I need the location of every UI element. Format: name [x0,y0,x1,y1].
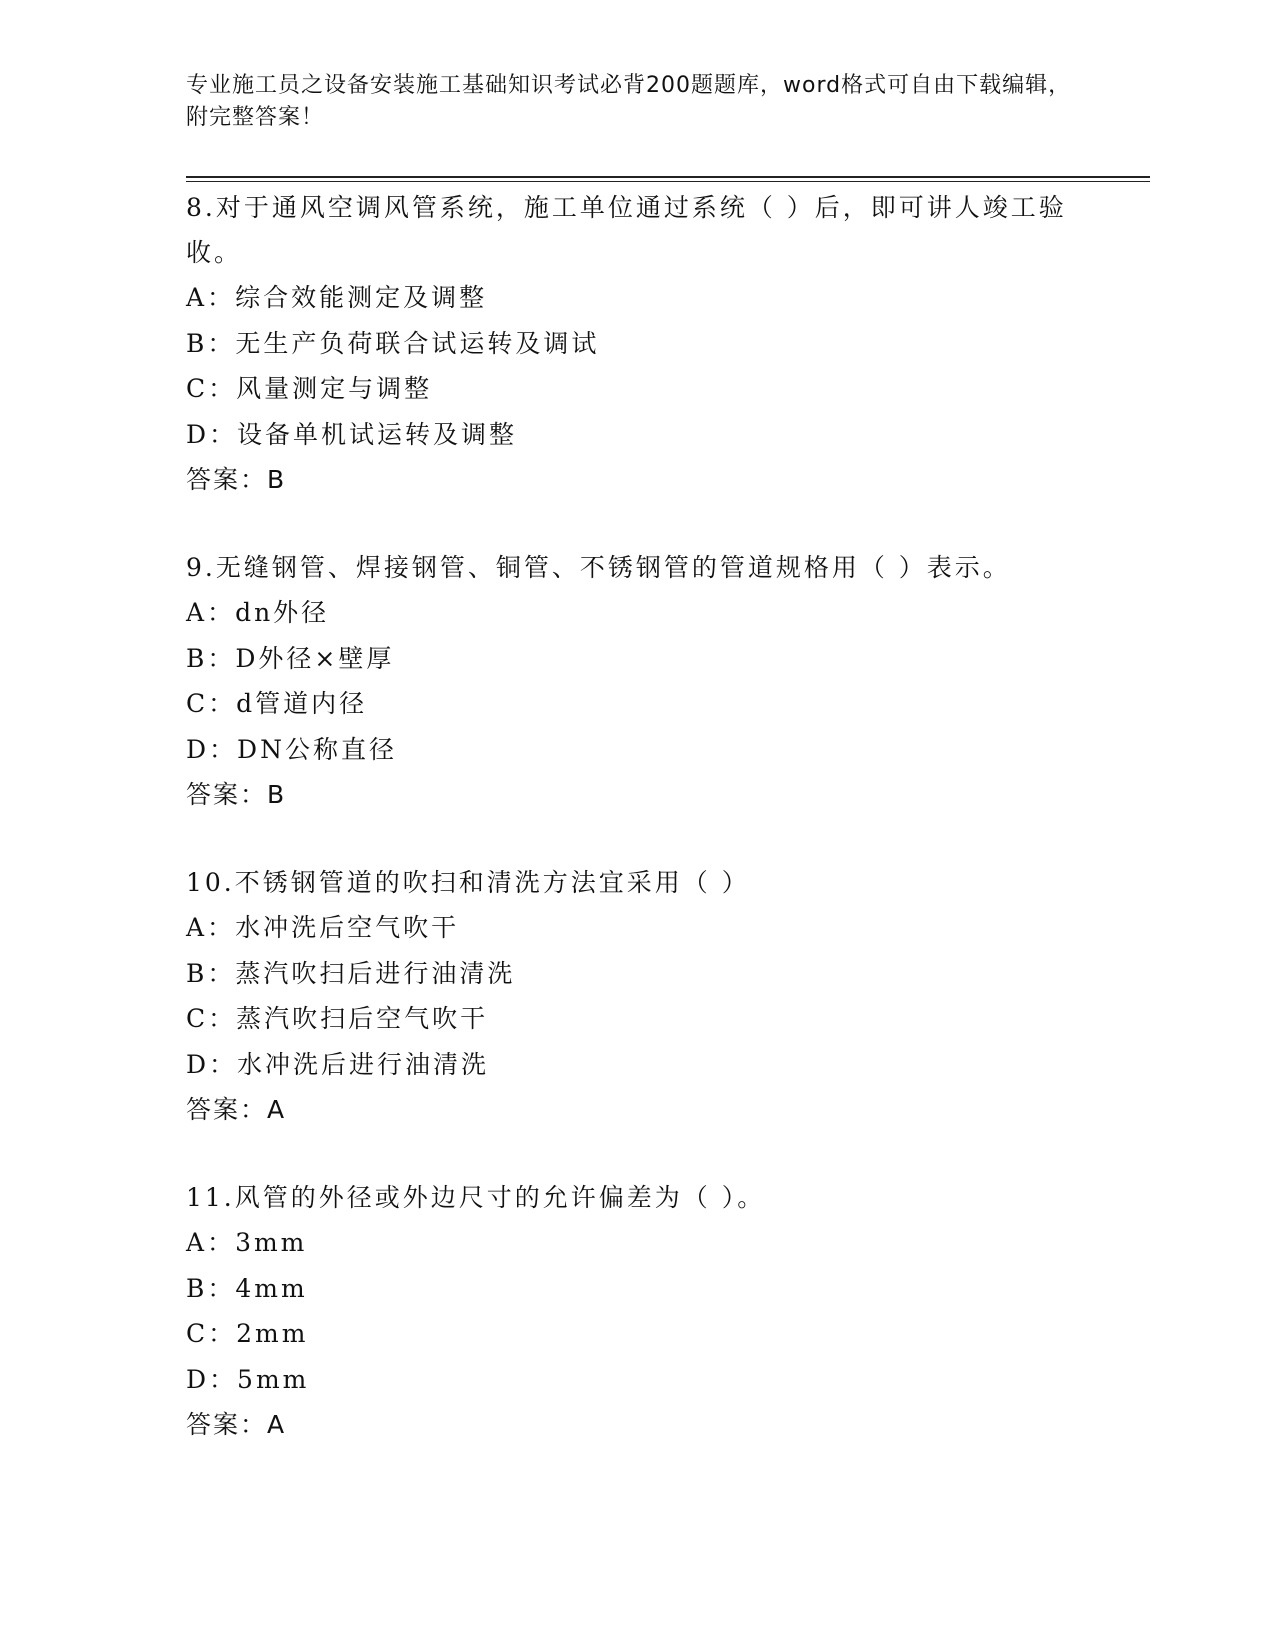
option-c [186,996,1086,1042]
option-letter: C： [186,374,237,403]
answer: 答案：A [186,1095,287,1124]
option-text: d管道内径 [236,689,368,718]
question-11 [186,1175,1086,1448]
option-letter: C： [186,689,237,718]
option-text: 水冲洗后进行油清洗 [237,1049,490,1079]
header-divider [186,176,1150,182]
option-b [186,1266,1086,1312]
page-header [186,70,1086,134]
option-letter: C： [186,1004,237,1033]
option-text: dn外径 [235,598,330,627]
option-text: 设备单机试运转及调整 [237,419,518,449]
option-a [186,590,1086,636]
option-a [186,275,1086,321]
option-text: DN公称直径 [237,734,397,764]
option-letter: A： [186,1228,236,1257]
option-text: 3mm [235,1228,308,1257]
option-letter: D： [186,419,238,449]
option-c [186,366,1086,412]
question-9 [186,545,1086,818]
option-d [186,727,1086,773]
option-letter: C： [186,1319,237,1348]
option-letter: B： [186,958,236,988]
option-a [186,1220,1086,1266]
question-10 [186,860,1086,1133]
option-text: 2mm [236,1319,309,1348]
option-b [186,951,1086,997]
option-text: 蒸汽吹扫后进行油清洗 [235,958,516,988]
option-text: 5mm [237,1364,310,1394]
option-b [186,636,1086,682]
option-text: 4mm [235,1273,308,1303]
question-list [186,185,1086,1490]
option-d [186,1042,1086,1088]
question-text: 8.对于通风空调风管系统，施工单位通过系统（ ）后，即可讲人竣工验收。 [186,193,1067,267]
question-8 [186,185,1086,503]
answer: 答案：A [186,1410,287,1439]
option-c [186,1311,1086,1357]
option-letter: B： [186,1273,236,1303]
option-d [186,412,1086,458]
option-letter: B： [186,643,236,673]
option-c [186,681,1086,727]
question-text: 9.无缝钢管、焊接钢管、铜管、不锈钢管的管道规格用（ ）表示。 [186,553,1011,582]
option-text: 水冲洗后空气吹干 [235,913,460,942]
document-title: 专业施工员之设备安装施工基础知识考试必背200题题库，word格式可自由下载编辑，附完整答案！ [186,73,1072,130]
option-b [186,321,1086,367]
option-text: 综合效能测定及调整 [235,283,488,312]
option-letter: D： [186,1049,238,1079]
option-text: 风量测定与调整 [236,374,433,403]
answer: 答案：B [186,780,287,809]
option-text: D外径×壁厚 [235,643,395,673]
option-letter: D： [186,734,238,764]
option-d [186,1357,1086,1403]
option-letter: A： [186,913,236,942]
question-text: 10.不锈钢管道的吹扫和清洗方法宜采用（ ） [186,868,750,897]
option-text: 蒸汽吹扫后空气吹干 [236,1004,489,1033]
option-letter: B： [186,328,236,358]
question-text: 11.风管的外径或外边尺寸的允许偏差为（ ）。 [186,1183,766,1212]
option-letter: A： [186,598,236,627]
option-letter: A： [186,283,236,312]
answer: 答案：B [186,465,287,494]
option-letter: D： [186,1364,238,1394]
option-a [186,905,1086,951]
option-text: 无生产负荷联合试运转及调试 [235,328,600,358]
